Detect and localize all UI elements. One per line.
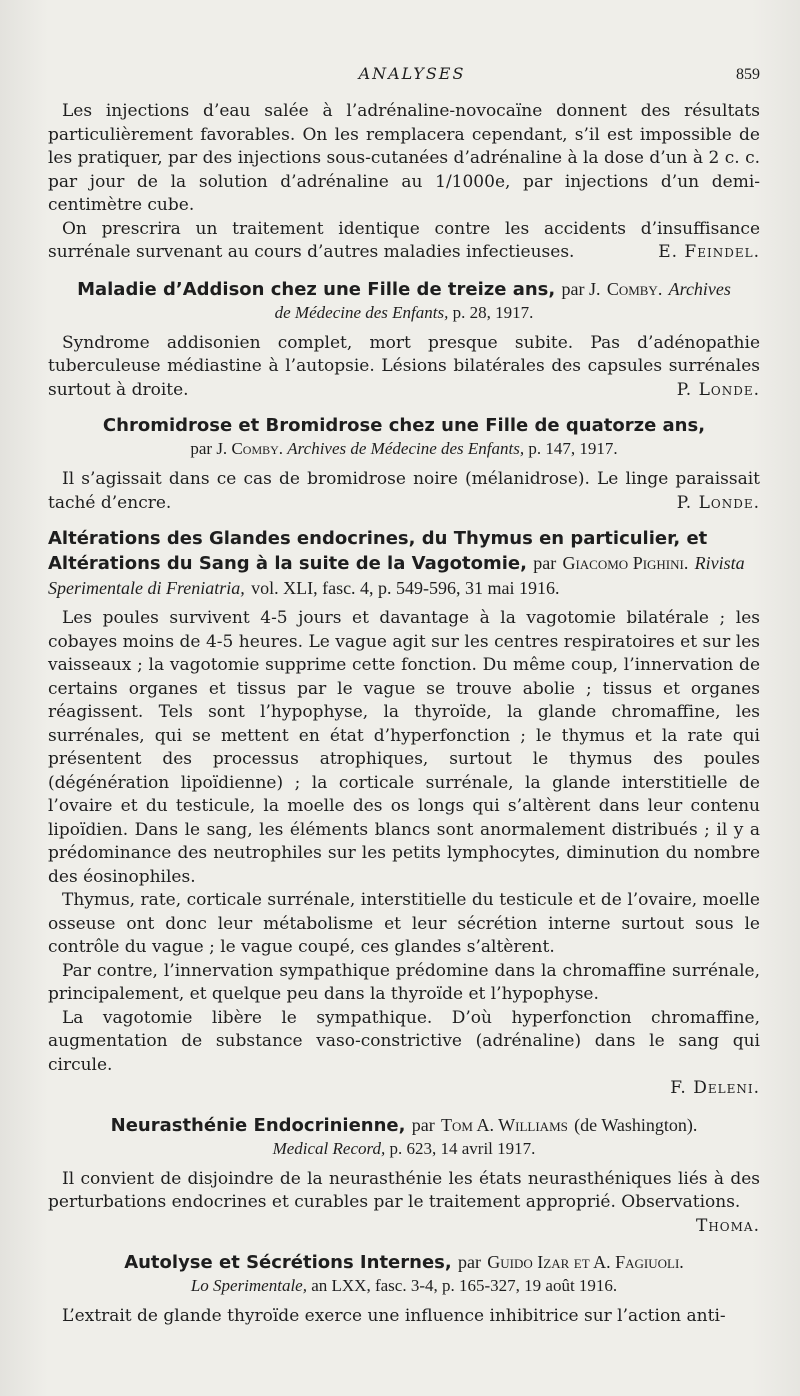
article-title: Chromidrose et Bromidrose chez une Fille de quatorze ans, <box>102 415 706 436</box>
article-title: Neurasthénie Endocrinienne, <box>110 1114 406 1136</box>
article-body: L’extrait de glande thyroïde exerce une influence inhibitrice sur l’action anti- <box>62 1306 726 1326</box>
intro-paragraph-2-text: On prescrira un traitement identique contre les accidents d’insuffisance surrénale survenant au cours d’autres maladies infectieuses. <box>48 218 760 262</box>
article-author-suffix: (de Washington). <box>574 1114 698 1135</box>
article-citation: vol. XLI, fasc. 4, p. 549-596, 31 mai 1916. <box>251 578 560 598</box>
article-paragraph: La vagotomie libère le sympathique. D’où hyperfonction chromaffine, augmentation de substance vaso-constrictive (adrénaline) dans le sang qui circule. <box>48 1007 760 1075</box>
intro-paragraph-2 <box>48 218 760 265</box>
article-title: Autolyse et Sécrétions Internes, <box>124 1252 452 1273</box>
article-subheading <box>48 302 760 324</box>
article-source: de Médecine des Enfants, <box>274 302 449 322</box>
article-source: Medical Record, <box>272 1138 386 1158</box>
running-header <box>48 64 760 86</box>
article-source: Rivista Sperimentale di Freniatria, <box>48 553 745 598</box>
article-body <box>48 468 760 515</box>
article-heading <box>48 1250 760 1275</box>
article-chromidrose <box>48 414 760 515</box>
article-heading <box>48 277 760 302</box>
article-paragraph: Par contre, l’innervation sympathique prédomine dans la chromaffine surrénale, principalement, et quelque peu dans la thyroïde et l’hypophyse. <box>48 960 760 1004</box>
article-heading <box>48 1113 760 1138</box>
article-neurasthenie <box>48 1113 760 1239</box>
article-citation: p. 623, 14 avril 1917. <box>389 1138 536 1158</box>
article-body: Il convient de disjoindre de la neurasthénie les états neurasthéniques liés à des perturbations endocrines et curables par le traitement approprié. Observations. <box>48 1168 760 1212</box>
article-body-text: Il s’agissait dans ce cas de bromidrose noire (mélanidrose). Le linge paraissait taché d’encre. <box>48 469 760 513</box>
article-author: Tom A. Williams <box>441 1114 568 1135</box>
intro-paragraph-1: Les injections d’eau salée à l’adrénaline-novocaïne donnent des résultats particulièrement favorables. On les remplacera cependant, s’il est impossible de les pratiquer, par des injections sous-cutanées d’adrénaline à la dose d’un à 2 c. c. par jour de la solution d’adrénaline au 1/1000e, par injections d’un demi-centimètre cube. <box>48 101 760 215</box>
page-number: 859 <box>736 66 760 83</box>
article-signature: P. Londe. <box>676 379 760 400</box>
intro-signature: E. Feindel. <box>658 242 760 262</box>
article-paragraph: Les poules survivent 4-5 jours et davantage à la vagotomie bilatérale ; les cobayes moins de 4-5 heures. Le vague agit sur les centres respiratoires et sur les vaisseaux ; la vagotomie supprime cette fonction. Du même coup, l’innervation de certains organes et tissus par le vague se trouve abolie ; tissus et organes réagissent. Tels sont l’hypophyse, la thyroïde, la glande chromaffine, les surrénales, qui se mettent en état d’hyperfonction ; le thymus et la rate qui présentent des processus atrophiques, surtout le thymus des poules (dégénération lipoïdienne) ; la corticale surrénale, la glande interstitielle de l’ovaire et du testicule, la moelle des os longs qui s’altèrent dans leur contenu lipoïdien. Dans le sang, les éléments blancs sont anormalement distribués ; il y a prédominance des neutrophiles sur les petits lymphocytes, diminution du nombre des éosinophiles. <box>48 608 760 887</box>
article-citation: p. 147, 1917. <box>528 439 618 458</box>
article-title: Altérations des Glandes endocrines, du Thymus en particulier, et Altérations du Sang à la suite de la Vagotomie, <box>48 528 708 574</box>
article-vagotomie <box>48 527 760 1101</box>
article-autolyse <box>48 1250 760 1329</box>
intro-continuation <box>48 100 760 265</box>
article-subheading <box>48 1138 760 1160</box>
article-citation: an LXX, fasc. 3-4, p. 165-327, 19 août 1916. <box>311 1276 618 1295</box>
article-body-text: Syndrome addisonien complet, mort presque subite. Pas d’adénopathie tuberculeuse médiastine à l’autopsie. Lésions bilatérales des capsules surrénales surtout à droite. <box>48 332 760 400</box>
article-heading <box>48 527 760 601</box>
article-author: Guido Izar et A. Fagiuoli. <box>487 1252 684 1272</box>
article-citation: p. 28, 1917. <box>452 302 534 322</box>
article-body <box>48 332 760 403</box>
article-subheading <box>48 1275 760 1297</box>
article-source: Archives de Médecine des Enfants, <box>287 439 525 458</box>
article-addison <box>48 277 760 403</box>
article-source-inline: Archives <box>668 278 731 299</box>
article-by: par <box>533 553 557 573</box>
article-subheading <box>48 438 760 460</box>
article-title: Maladie d’Addison chez une Fille de treize ans, <box>77 278 556 300</box>
article-by: par <box>458 1252 481 1272</box>
article-author: Comby. <box>606 278 663 299</box>
article-author: Giacomo Pighini. <box>562 553 689 573</box>
article-by: par <box>411 1114 435 1135</box>
article-heading <box>48 414 760 438</box>
article-by: par J. <box>561 278 601 299</box>
article-paragraph: Thymus, rate, corticale surrénale, interstitielle du testicule et de l’ovaire, moelle osseuse ont donc leur métabolisme et leur sécrétion interne surtout sous le contrôle du vague ; le vague coupé, ces glandes s’altèrent. <box>48 890 760 957</box>
article-signature: Thoma. <box>696 1215 760 1236</box>
running-title: ANALYSES <box>358 64 466 83</box>
article-signature: F. Deleni. <box>670 1078 760 1098</box>
article-by: par J. <box>190 439 228 458</box>
article-source: Lo Sperimentale, <box>190 1276 307 1295</box>
article-signature: P. Londe. <box>676 492 760 513</box>
article-author: Comby. <box>231 439 284 458</box>
